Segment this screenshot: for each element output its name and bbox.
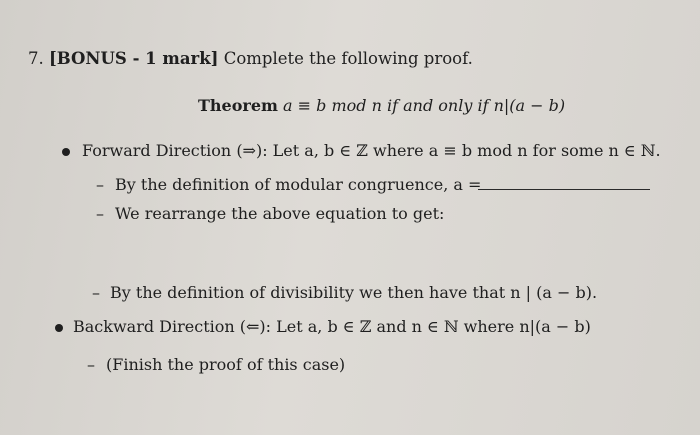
forward-step-divisibility: By the definition of divisibility we then have that n | (a − b).	[110, 283, 598, 302]
backward-bullet-icon	[55, 324, 63, 332]
question-number: 7.	[28, 49, 44, 68]
bonus-tag: [BONUS - 1 mark]	[49, 49, 219, 68]
theorem-statement: a ≡ b mod n if and only if n|(a − b)	[283, 96, 566, 115]
forward-direction: Forward Direction (⇒): Let a, b ∈ ℤ where a ≡ b mod n for some n ∈ ℕ.	[82, 141, 661, 160]
dash-icon: –	[92, 283, 100, 302]
backward-direction: Backward Direction (⇐): Let a, b ∈ ℤ and n ∈ ℕ where n|(a − b)	[73, 317, 591, 336]
question-header	[28, 49, 473, 69]
forward-bullet-icon	[62, 148, 70, 156]
dash-icon: –	[96, 204, 104, 223]
theorem-label: Theorem	[198, 96, 278, 115]
answer-blank[interactable]	[478, 189, 650, 190]
dash-icon: –	[87, 355, 95, 374]
forward-step-congruence: By the definition of modular congruence, a =	[115, 175, 482, 194]
dash-icon: –	[96, 175, 104, 194]
theorem	[198, 96, 565, 116]
question-prompt: Complete the following proof.	[223, 49, 473, 68]
forward-step-rearrange: We rearrange the above equation to get:	[115, 204, 445, 223]
backward-step-finish: (Finish the proof of this case)	[106, 355, 346, 374]
